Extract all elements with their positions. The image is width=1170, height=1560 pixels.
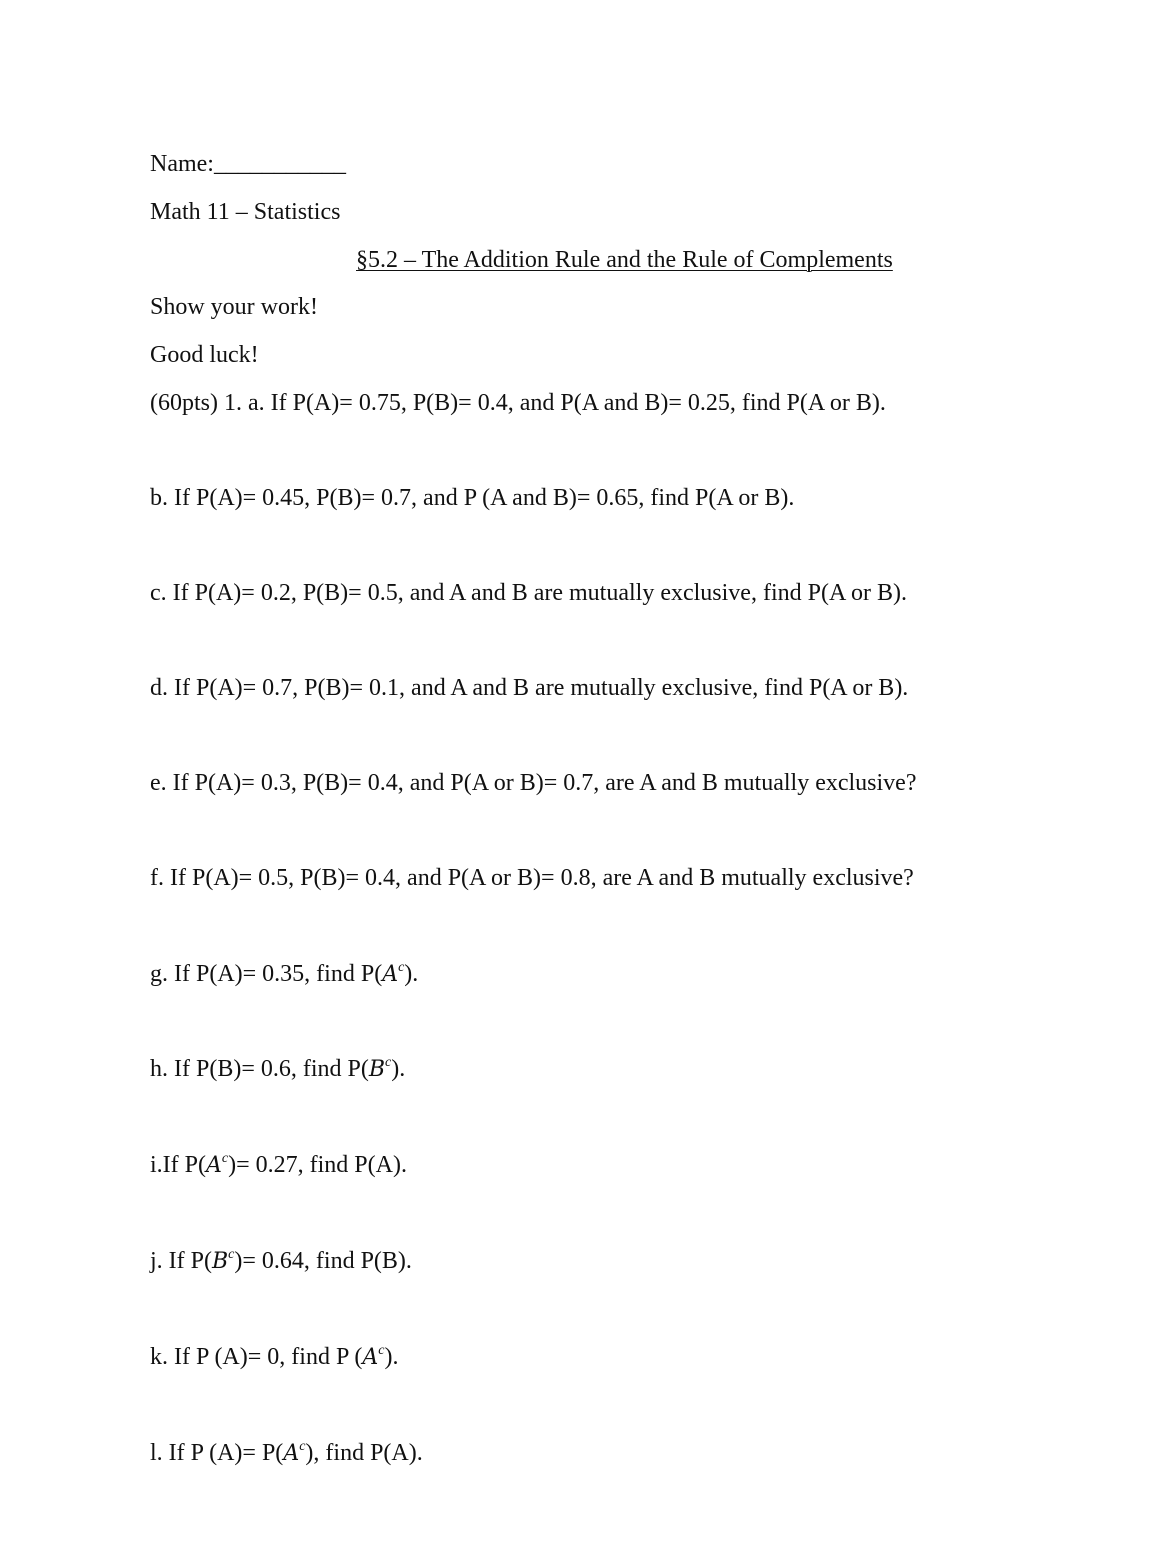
math-variable: B bbox=[368, 1057, 386, 1082]
question-1d: d. If P(A)= 0.7, P(B)= 0.1, and A and B are mutually exclusive, find P(A or B). bbox=[150, 675, 909, 701]
complement-superscript: c bbox=[221, 1151, 229, 1166]
question-1e: e. If P(A)= 0.3, P(B)= 0.4, and P(A or B)= 0.7, are A and B mutually exclusive? bbox=[150, 770, 917, 796]
question-text: )= 0.64, find P(B). bbox=[234, 1248, 412, 1274]
question-1b: b. If P(A)= 0.45, P(B)= 0.7, and P (A and B)= 0.65, find P(A or B). bbox=[150, 485, 795, 511]
question-text: ), find P(A). bbox=[305, 1440, 423, 1466]
good-luck-text: Good luck! bbox=[150, 342, 259, 368]
question-text: l. If P (A)= P( bbox=[150, 1440, 284, 1466]
question-text: )= 0.27, find P(A). bbox=[228, 1152, 407, 1178]
question-1g bbox=[150, 959, 418, 990]
question-text: i.If P( bbox=[150, 1152, 206, 1178]
question-text: ). bbox=[391, 1056, 406, 1082]
complement-superscript: c bbox=[385, 1055, 392, 1070]
math-variable: A bbox=[206, 1153, 222, 1178]
question-text: ). bbox=[384, 1344, 399, 1370]
complement-superscript: c bbox=[378, 1343, 385, 1358]
math-variable: A bbox=[382, 962, 399, 987]
instruction-text: Show your work! bbox=[150, 294, 318, 320]
question-text: k. If P (A)= 0, find P ( bbox=[150, 1344, 363, 1370]
question-1f: f. If P(A)= 0.5, P(B)= 0.4, and P(A or B)= 0.8, are A and B mutually exclusive? bbox=[150, 865, 914, 891]
question-1c: c. If P(A)= 0.2, P(B)= 0.5, and A and B are mutually exclusive, find P(A or B). bbox=[150, 580, 907, 606]
math-variable: B bbox=[212, 1249, 229, 1274]
question-1i bbox=[150, 1150, 407, 1181]
section-title: §5.2 – The Addition Rule and the Rule of Complements bbox=[356, 247, 893, 273]
math-variable: A bbox=[362, 1345, 379, 1370]
question-text: ). bbox=[404, 961, 419, 987]
question-1l bbox=[150, 1438, 423, 1469]
name-field-label: Name:___________ bbox=[150, 151, 346, 177]
complement-superscript: c bbox=[398, 960, 405, 975]
complement-superscript: c bbox=[228, 1247, 235, 1262]
complement-superscript: c bbox=[299, 1439, 306, 1454]
math-variable: A bbox=[283, 1441, 300, 1466]
course-name: Math 11 – Statistics bbox=[150, 199, 341, 225]
question-1h bbox=[150, 1054, 405, 1085]
question-text: h. If P(B)= 0.6, find P( bbox=[150, 1056, 369, 1082]
question-1a: (60pts) 1. a. If P(A)= 0.75, P(B)= 0.4, and P(A and B)= 0.25, find P(A or B). bbox=[150, 390, 886, 416]
question-1k bbox=[150, 1342, 399, 1373]
question-text: g. If P(A)= 0.35, find P( bbox=[150, 961, 383, 987]
question-text: j. If P( bbox=[150, 1248, 212, 1274]
question-1j bbox=[150, 1246, 412, 1277]
